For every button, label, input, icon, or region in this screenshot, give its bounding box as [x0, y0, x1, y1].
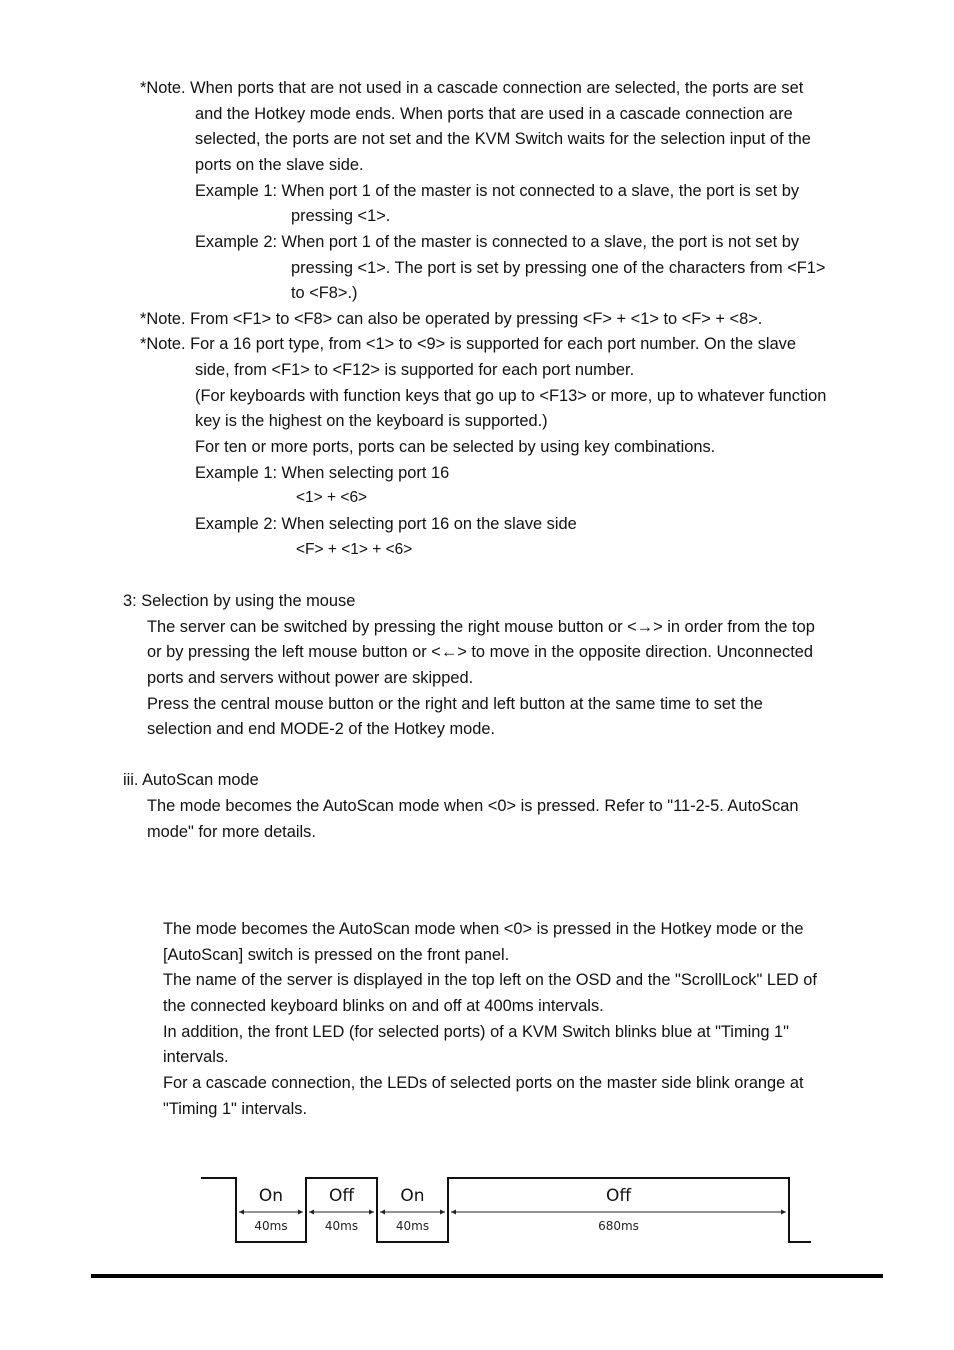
note-3-example-1: Example 1: When selecting port 16: [195, 464, 450, 482]
note-3-example-2-keys: <F> + <1> + <6>: [296, 541, 413, 558]
autoscan-detail-line-2: [AutoScan] switch is pressed on the front panel.: [163, 946, 510, 964]
note-1-line-2: and the Hotkey mode ends. When ports that are used in a cascade connection are: [195, 105, 793, 123]
autoscan-heading: iii. AutoScan mode: [123, 771, 259, 789]
mouse-line-4: Press the central mouse button or the right and left button at the same time to set the: [147, 695, 763, 713]
timing-diagram: [196, 1170, 816, 1250]
autoscan-detail-line-1: The mode becomes the AutoScan mode when <0> is pressed in the Hotkey mode or the: [163, 920, 804, 938]
timing-duration-label: 40ms: [254, 1219, 288, 1233]
autoscan-detail-line-8: "Timing 1" intervals.: [163, 1100, 308, 1118]
note-3-line-3: (For keyboards with function keys that go up to <F13> or more, up to whatever function: [195, 387, 827, 405]
note-1-example-2: Example 2: When port 1 of the master is connected to a slave, the port is not set by: [195, 233, 800, 251]
autoscan-detail-line-5: In addition, the front LED (for selected ports) of a KVM Switch blinks blue at "Timing 1": [163, 1023, 789, 1041]
note-3-line-1: *Note. For a 16 port type, from <1> to <9> is supported for each port number. On the slave: [140, 335, 796, 353]
timing-waveform: [201, 1178, 811, 1242]
timing-state-label: Off: [328, 1186, 355, 1206]
note-1-line-4: ports on the slave side.: [195, 156, 364, 174]
timing-duration-label: 680ms: [598, 1219, 639, 1233]
autoscan-line-2: mode" for more details.: [147, 823, 316, 841]
autoscan-detail-line-7: For a cascade connection, the LEDs of selected ports on the master side blink orange at: [163, 1074, 804, 1092]
note-1-example-1: Example 1: When port 1 of the master is not connected to a slave, the port is set by: [195, 182, 800, 200]
timing-state-label: Off: [605, 1186, 632, 1206]
mouse-line-5: selection and end MODE-2 of the Hotkey mode.: [147, 720, 496, 738]
note-3-example-1-keys: <1> + <6>: [296, 489, 368, 506]
autoscan-detail-line-6: intervals.: [163, 1048, 229, 1066]
mouse-line-1: The server can be switched by pressing the right mouse button or <→> in order from the top: [147, 618, 815, 636]
autoscan-detail-line-4: the connected keyboard blinks on and off at 400ms intervals.: [163, 997, 604, 1015]
timing-duration-label: 40ms: [395, 1219, 430, 1233]
note-1-line-1: *Note. When ports that are not used in a cascade connection are selected, the ports are set: [140, 79, 804, 97]
note-3-line-5: For ten or more ports, ports can be selected by using key combinations.: [195, 438, 716, 456]
note-1-example-2-cont-1: pressing <1>. The port is set by pressing one of the characters from <F1>: [291, 259, 826, 277]
note-3-line-4: key is the highest on the keyboard is supported.): [195, 412, 548, 430]
note-1-line-3: selected, the ports are not set and the KVM Switch waits for the selection input of the: [195, 130, 811, 148]
timing-state-label: On: [258, 1186, 284, 1206]
note-1-example-1-cont: pressing <1>.: [291, 207, 391, 225]
footer-rule: [91, 1274, 883, 1278]
mouse-line-2: or by pressing the left mouse button or <←> to move in the opposite direction. Unconnected: [147, 643, 814, 661]
note-3-line-2: side, from <F1> to <F12> is supported for each port number.: [195, 361, 635, 379]
note-3-example-2: Example 2: When selecting port 16 on the slave side: [195, 515, 577, 533]
autoscan-line-1: The mode becomes the AutoScan mode when <0> is pressed. Refer to "11-2-5. AutoScan: [147, 797, 799, 815]
timing-state-label: On: [400, 1186, 425, 1206]
note-1-example-2-cont-2: to <F8>.): [291, 284, 358, 302]
timing-duration-label: 40ms: [324, 1219, 359, 1233]
autoscan-detail-line-3: The name of the server is displayed in the top left on the OSD and the "ScrollLock" LED of: [163, 971, 817, 989]
mouse-line-3: ports and servers without power are skipped.: [147, 669, 474, 687]
note-2: *Note. From <F1> to <F8> can also be operated by pressing <F> + <1> to <F> + <8>.: [140, 310, 763, 328]
mouse-section-heading: 3: Selection by using the mouse: [123, 592, 356, 610]
